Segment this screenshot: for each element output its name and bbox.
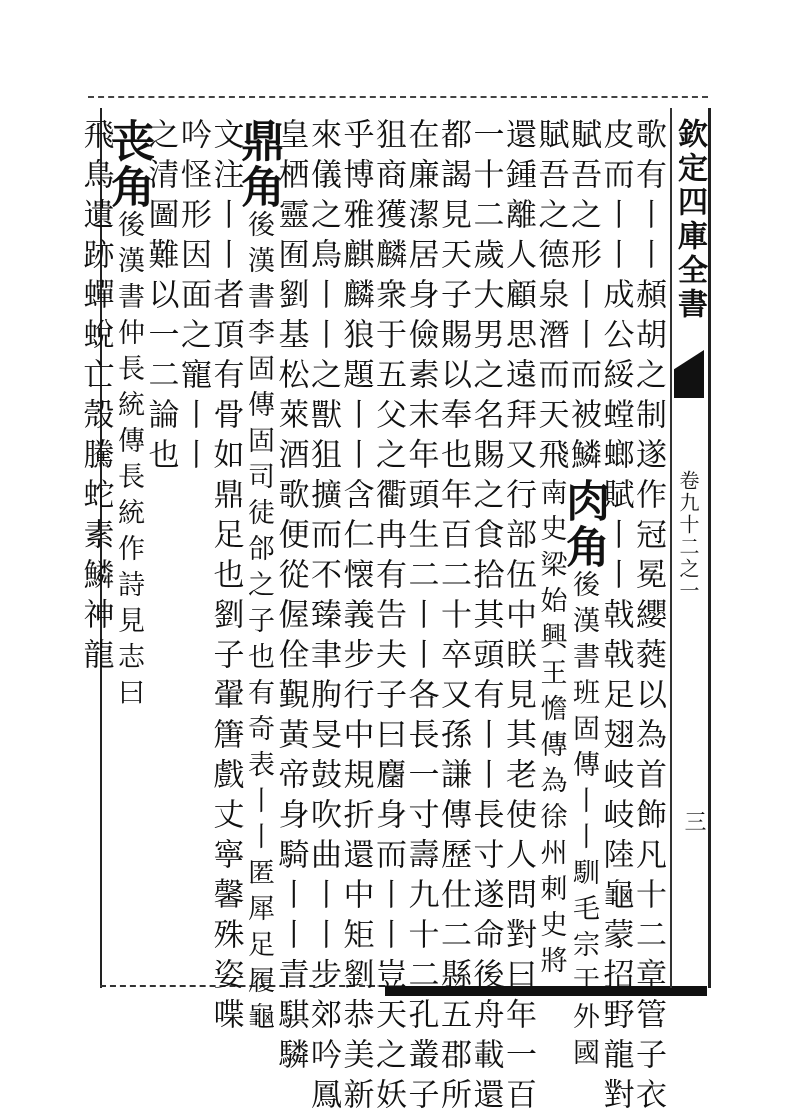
column-text: 一十二歲大男之名賜之食拾其頭有丨丨長寸遂命後舟載還 bbox=[467, 118, 504, 1118]
column-text: 在廉潔居身儉素末年頭生二丨丨各長一寸壽九十二孔叢子 bbox=[402, 118, 439, 1118]
column-text: 狙商獲麟衆于五父之衢冉有告夫子曰麕身而丨丨豈天之妖 bbox=[370, 118, 406, 1118]
volume-label: 卷九十二之一 bbox=[676, 470, 700, 602]
column-text: 賦吾之德泉潛而天飛 bbox=[532, 118, 569, 478]
column-text: 飛鳥遺跡蟬蛻亡殼騰蛇素鱗神龍 bbox=[77, 118, 114, 678]
column-text: 文注丨丨者頂有骨如鼎足也劉子翬篖戲丈寧馨殊姿喋 bbox=[207, 118, 244, 1038]
book-title: 欽定四庫全書 bbox=[672, 118, 707, 322]
column-text: 吟怪形因面之寵丨丨 bbox=[175, 118, 211, 478]
column-text: 歌有丨丨頳胡之制遂作冠冕纓蕤以為首飾凡十二章管子衣 bbox=[630, 118, 666, 1118]
column-text: 之清圖難以一二論也 bbox=[142, 118, 179, 478]
column-text: 賦吾之形丨丨而被鱗 bbox=[565, 118, 601, 478]
column-text: 後漢書仲長統傳長統作詩見志曰 bbox=[113, 210, 144, 714]
entry-heading: 鼎角 bbox=[233, 118, 284, 210]
column-text: 還鍾離人顧思遠拜又行部伍中眹見其老使人問對曰年一百 bbox=[500, 118, 536, 1118]
column-text: 皮而丨丨成公綏螳螂賦丨丨戟戟足翅岐岐陸龜蒙招野龍對 bbox=[597, 118, 634, 1118]
column-text: 都謁見天子賜以奉也年百二十卒又孫謙傳歷仕二縣五郡所 bbox=[435, 118, 471, 1118]
column-text: 來儀之鳥丨丨之獸狙擴而不臻聿朐旻鼓吹曲丨丨步郊吟鳳 bbox=[305, 118, 341, 1118]
top-border bbox=[88, 96, 708, 106]
text-column bbox=[74, 118, 118, 978]
entry-heading: 肉角 bbox=[558, 478, 609, 570]
page-number: 三 bbox=[681, 810, 706, 832]
entry-heading: 丧角 bbox=[103, 118, 154, 210]
entry-note: 南史梁始興王憺傳為徐州刺史將 bbox=[535, 478, 567, 982]
entry-note: 後漢書班固傳丨丨馴毛宗于外國 bbox=[568, 570, 599, 1074]
column-text: 乎博雅麒麟狼題丨丨含仁懐義步行中規折還中矩劉恭美新 bbox=[337, 118, 374, 1118]
column-text: 皇栖靈囿劉基松萊酒歌便從偓佺覲黃帝身騎丨丨青騏驎 bbox=[272, 118, 309, 1078]
column-text: 後漢書李固傳固司徒郃之子也有奇表丨丨匿犀足履龜 bbox=[243, 210, 274, 1038]
